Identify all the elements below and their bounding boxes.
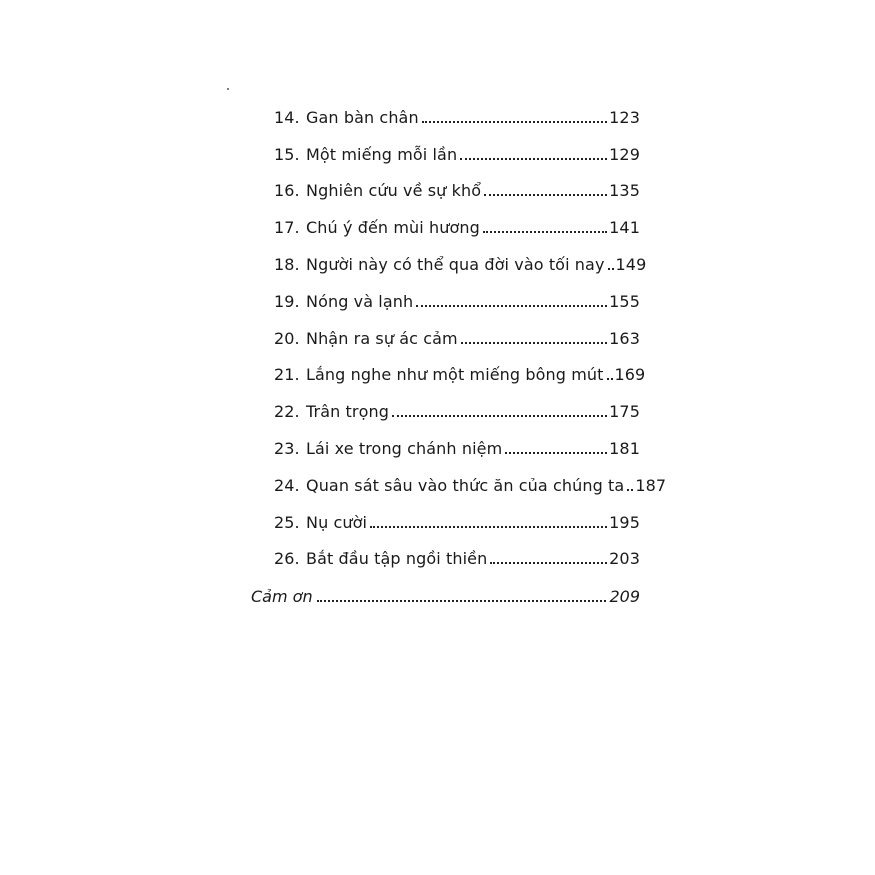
toc-entry-page: 175 — [609, 402, 640, 422]
toc-closing-title: Cảm ơn — [251, 587, 313, 606]
toc-entry-page: 169 — [614, 365, 646, 385]
toc-entry-title: Chú ý đến mùi hương — [306, 218, 480, 238]
toc-leader-dots — [490, 562, 607, 564]
toc-entry-title: Người này có thể qua đời vào tối nay — [306, 254, 605, 274]
toc-leader-dots — [483, 231, 607, 233]
toc-closing-page: 209 — [609, 587, 640, 606]
toc-entry-page: 155 — [609, 291, 640, 311]
toc-entry-page: 195 — [609, 512, 640, 532]
page-speck — [227, 88, 229, 90]
toc-entry[interactable] — [274, 92, 640, 129]
toc-entry-number: 23. — [274, 438, 300, 458]
table-of-contents — [274, 92, 667, 570]
toc-entry[interactable] — [274, 497, 640, 534]
toc-entry-number: 17. — [274, 218, 300, 238]
toc-leader-dots — [422, 121, 607, 123]
toc-entry-title: Trân trọng — [306, 402, 389, 422]
toc-entry-number: 15. — [274, 144, 300, 164]
toc-entry-title: Lắng nghe như một miếng bông mút — [306, 365, 604, 385]
toc-leader-dots — [370, 526, 607, 528]
toc-entry[interactable] — [274, 239, 647, 276]
toc-entry-page: 163 — [609, 328, 640, 348]
toc-entry-page: 187 — [635, 475, 667, 495]
toc-entry-title: Một miếng mỗi lần — [306, 144, 458, 164]
toc-entry-title: Lái xe trong chánh niệm — [306, 438, 503, 458]
toc-leader-dots — [627, 489, 633, 491]
toc-entry-number: 19. — [274, 291, 300, 311]
toc-entry-page: 123 — [609, 107, 640, 127]
toc-entry-number: 21. — [274, 365, 300, 385]
toc-entry-page: 129 — [609, 144, 640, 164]
toc-entry-title: Gan bàn chân — [306, 107, 419, 127]
toc-leader-dots — [484, 194, 607, 196]
toc-entry-title: Quan sát sâu vào thức ăn của chúng ta — [306, 475, 625, 495]
toc-entry[interactable] — [274, 460, 667, 497]
toc-entry[interactable] — [274, 423, 640, 460]
toc-leader-dots — [317, 600, 607, 602]
toc-entry-page: 149 — [615, 254, 647, 274]
toc-entry-page: 141 — [609, 218, 640, 238]
toc-leader-dots — [461, 342, 607, 344]
toc-entry-number: 20. — [274, 328, 300, 348]
toc-entry-number: 22. — [274, 402, 300, 422]
toc-leader-dots — [607, 378, 613, 380]
toc-entry-number: 14. — [274, 107, 300, 127]
toc-entry-title: Nhận ra sự ác cảm — [306, 328, 458, 348]
toc-entry[interactable] — [274, 202, 640, 239]
toc-entry[interactable] — [274, 386, 640, 423]
toc-entry[interactable] — [274, 313, 640, 350]
toc-entry-page: 203 — [609, 549, 640, 569]
toc-entry-page: 181 — [609, 438, 640, 458]
toc-entry-number: 18. — [274, 254, 300, 274]
toc-closing-entry[interactable] — [251, 578, 640, 606]
toc-entry-number: 25. — [274, 512, 300, 532]
toc-entry[interactable] — [274, 350, 646, 387]
toc-leader-dots — [608, 268, 614, 270]
toc-entry-title: Bắt đầu tập ngồi thiền — [306, 549, 488, 569]
toc-entry-page: 135 — [609, 181, 640, 201]
toc-entry-number: 16. — [274, 181, 300, 201]
toc-leader-dots — [460, 158, 607, 160]
toc-entry-number: 24. — [274, 475, 300, 495]
toc-entry[interactable] — [274, 166, 640, 203]
toc-leader-dots — [392, 415, 607, 417]
toc-entry[interactable] — [274, 534, 640, 571]
toc-entry-title: Nóng và lạnh — [306, 291, 414, 311]
toc-leader-dots — [416, 305, 607, 307]
toc-entry-title: Nghiên cứu về sự khổ — [306, 181, 482, 201]
toc-entry-title: Nụ cười — [306, 512, 368, 532]
toc-entry-number: 26. — [274, 549, 300, 569]
toc-entry[interactable] — [274, 129, 640, 166]
toc-entry[interactable] — [274, 276, 640, 313]
toc-leader-dots — [505, 452, 607, 454]
